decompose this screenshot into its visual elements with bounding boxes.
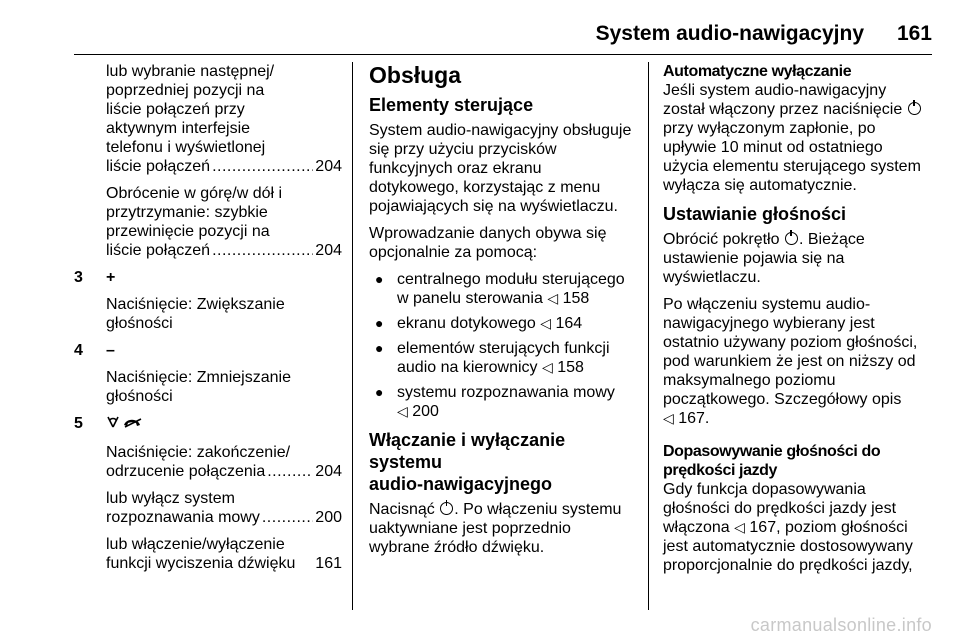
text-line: Po włączeniu systemu audio- [663,296,871,313]
text-line: nawigacyjnego wybierany jest [663,315,875,332]
text-span: Obrócić pokrętło [663,231,780,248]
index-entry[interactable] [106,554,342,573]
text-line: przy wyłączonym zapłonie, po [663,120,876,137]
text-line: ostatnio używany poziom głośności, [663,334,918,351]
text-line: użycia elementu sterującego system [663,158,921,175]
bullet-icon: ● [375,271,384,287]
page-reference[interactable]: 167. [678,410,710,427]
text-line: pojawiających się na wyświetlaczu. [369,198,618,215]
paragraph-volume-level [663,295,933,428]
text-line: systemu rozpoznawania mowy [397,384,615,401]
text-span: . Bieżące [798,231,865,248]
text-span: włączona [663,519,730,536]
paragraph-input [369,224,637,262]
text-line: uaktywniane jest poprzednio [369,520,571,537]
column-divider-1 [352,62,353,610]
page-reference-icon: ◁ [541,359,553,375]
text-line: ustawienie pojawia się na [663,250,845,267]
text-line: funkcyjnych oraz ekranu [369,160,542,177]
entry-number: 3 [74,269,83,286]
text-line: się przy użyciu przycisków [369,141,557,158]
text-line: głośności [106,315,173,332]
volume-knob-icon [785,232,798,245]
paragraph-end-call [74,443,342,481]
paragraph-volume-up [74,295,342,333]
column-2 [369,62,637,565]
paragraph-mute [74,535,342,573]
text-line: opcjonalnie za pomocą: [369,244,538,261]
leader-dots [267,462,313,481]
control-entry-5 [74,414,342,435]
index-entry-label: odrzucenie połączenia [106,463,266,480]
text-span: został włączony przez naciśnięcie [663,101,903,118]
paragraph-next-previous [74,62,342,176]
bullet-icon: ● [375,315,384,331]
section-title: Obsługa [369,62,462,88]
entry-symbol: + [106,269,116,286]
entry-number: 5 [74,415,83,432]
text-line: prędkości jazdy [663,462,778,479]
text-line: poprzedniej pozycji na [106,82,265,99]
text-line: Naciśnięcie: zakończenie/ [106,444,291,461]
text-line: audio-nawigacyjnego [369,474,553,494]
column-divider-2 [648,62,649,610]
text-line: proporcjonalnie do prędkości jazdy, [663,557,913,574]
page-reference[interactable]: 158 [562,290,590,307]
text-line: przewinięcie pozycji na [106,223,270,240]
input-methods-list [369,270,637,421]
text-line: początkowego. Szczegółowy opis [663,391,902,408]
paragraph-volume-down [74,368,342,406]
bullet-icon: ● [375,384,384,400]
header-title: System audio-nawigacyjny [595,22,864,45]
index-entry-label: funkcji wyciszenia dźwięku [106,555,296,572]
page-reference-icon: ◁ [547,290,559,306]
column-1 [74,62,342,581]
paragraph-volume-knob [663,230,933,287]
page-reference[interactable]: 200 [315,509,342,526]
heading-speed-volume [663,442,933,480]
column-3 [663,62,933,583]
text-line: głośności [106,388,173,405]
paragraph-power [369,500,637,557]
list-item [369,270,637,308]
bullet-icon: ● [375,340,384,356]
text-line: liście połączeń przy [106,101,245,118]
text-line: lub wybranie następnej/ [106,63,275,80]
paragraph-voice-off [74,489,342,527]
text-line: System audio-nawigacyjny obsługuje [369,122,632,139]
page-reference[interactable]: 158 [557,359,584,376]
text-line: głośności do prędkości jazdy jest [663,500,897,517]
text-line: wybrane źródło dźwięku. [369,539,545,556]
index-entry[interactable] [106,241,342,260]
text-line: lub wyłącz system [106,490,235,507]
text-line: Włączanie i wyłączanie systemu [369,430,566,472]
entry-number: 4 [74,342,83,359]
heading-auto-off: Automatyczne wyłączanie [663,63,852,80]
index-entry-label: rozpoznawania mowy [106,509,260,526]
index-entry[interactable] [106,508,342,527]
subsection-title-controls: Elementy sterujące [369,95,534,115]
page-reference-icon: ◁ [663,410,674,426]
page-reference[interactable]: 161 [315,555,342,572]
entry-symbol: – [106,342,115,359]
text-line: jest automatycznie dostosowywany [663,538,913,555]
list-item [369,314,637,333]
text-line: Naciśnięcie: Zmniejszanie [106,369,291,386]
page-reference[interactable]: 204 [315,463,342,480]
page-reference[interactable]: 167 [749,519,777,536]
paragraph-scroll [74,184,342,260]
leader-dots [262,508,313,527]
text-line: centralnego modułu sterującego [397,271,625,288]
index-entry[interactable] [106,462,342,481]
page-reference[interactable]: 200 [412,403,439,420]
paragraph-operation [369,121,637,216]
text-span: . Po włączeniu systemu [454,501,622,518]
index-entry[interactable] [106,157,342,176]
control-entry-3 [74,268,342,287]
text-line: wyświetlaczu. [663,269,761,286]
text-line: Naciśnięcie: Zwiększanie [106,296,285,313]
text-line: ekranu dotykowego [397,315,536,332]
watermark: carmanualsonline.info [750,615,932,635]
page-reference[interactable]: 204 [315,242,342,259]
list-item [369,339,637,377]
text-line: elementów sterujących funkcji [397,340,610,357]
text-span: Nacisnąć [369,501,435,518]
text-line: Wprowadzanie danych obywa się [369,225,607,242]
text-line: Dopasowywanie głośności do [663,443,881,460]
power-knob-icon [440,502,453,515]
paragraph-speed-volume [663,480,933,575]
text-line: telefonu i wyświetlonej [106,139,266,156]
page-number: 161 [896,22,932,45]
index-entry-label: liście połączeń [106,242,211,259]
text-line: maksymalnego poziomu [663,372,836,389]
text-line: upływie 10 minut od ostatniego [663,139,883,156]
subsection-title-power [369,429,637,495]
text-line: wyłącza się automatycznie. [663,177,857,194]
index-entry-label: liście połączeń [106,158,211,175]
voice-phone-icon [106,414,150,435]
text-line: Gdy funkcja dopasowywania [663,481,866,498]
leader-dots [212,241,313,260]
text-line: w panelu sterowania [397,290,543,307]
page-reference-icon: ◁ [734,519,745,535]
list-item [369,383,637,421]
text-line: dotykowego, korzystając z menu [369,179,601,196]
page-reference-icon: ◁ [540,315,551,331]
page-header [0,0,960,56]
text-line: Jeśli system audio-nawigacyjny [663,82,887,99]
text-line: lub włączenie/wyłączenie [106,536,285,553]
text-line: aktywnym interfejsie [106,120,251,137]
control-entry-4 [74,341,342,360]
text-line: pod warunkiem że jest on niższy od [663,353,916,370]
text-line: Obrócenie w górę/w dół i [106,185,283,202]
subsection-title-volume: Ustawianie głośności [663,204,847,224]
text-line: audio na kierownicy [397,359,538,376]
text-span: , poziom głośności [776,519,908,536]
paragraph-auto-off [663,81,933,195]
page-reference[interactable]: 164 [555,315,583,332]
page-reference[interactable]: 204 [315,158,342,175]
leader-dots [212,157,313,176]
header-rule [74,54,932,55]
power-knob-icon [908,102,921,115]
page-reference-icon: ◁ [397,403,408,419]
text-line: przytrzymanie: szybkie [106,204,268,221]
